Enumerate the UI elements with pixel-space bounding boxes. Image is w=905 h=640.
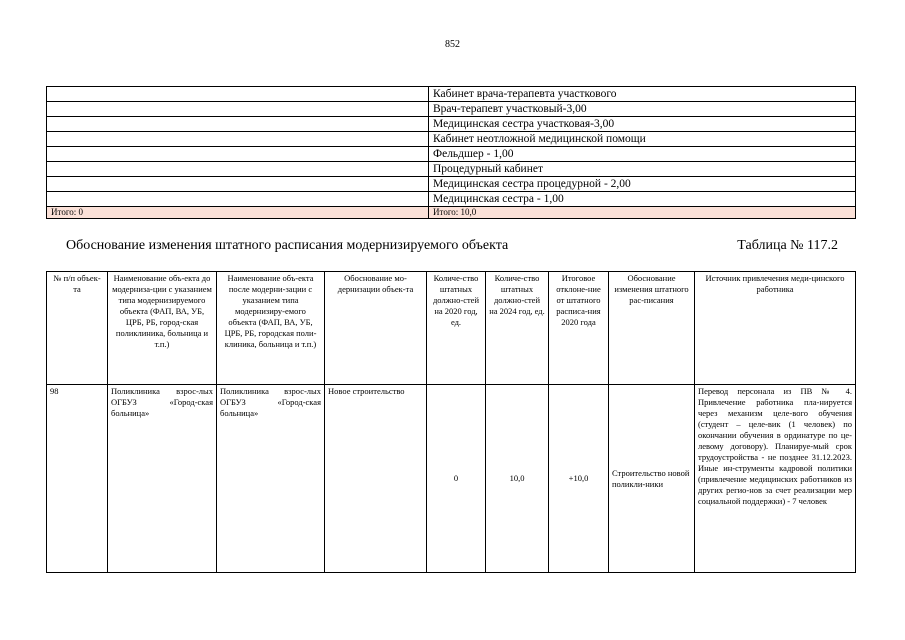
section-title: Обоснование изменения штатного расписания модернизируемого объекта <box>66 238 509 253</box>
header-staff-justification: Обоснование изменения штатного рас-писания <box>609 272 695 385</box>
table-row <box>47 162 856 177</box>
staff-item: Процедурный кабинет <box>429 162 856 177</box>
staff-item: Кабинет неотложной медицинской помощи <box>429 132 856 147</box>
cell-justification: Новое строительство <box>325 385 427 573</box>
staff-item: Врач-терапевт участковый-3,00 <box>429 102 856 117</box>
header-count-2020: Количе-ство штатных должно-стей на 2020 год, ед. <box>427 272 486 385</box>
header-source: Источник привлечения меди-цинского работника <box>695 272 856 385</box>
header-before: Наименование объ-екта до модерниза-ции с указанием типа модернизируемого объекта (ФАП, ВА, УБ, ЦРБ, РБ, город-ская поликлиника, больница и т.п.) <box>108 272 217 385</box>
total-left: Итого: 0 <box>47 207 429 219</box>
staff-item: Медицинская сестра процедурной - 2,00 <box>429 177 856 192</box>
cell-after: Поликлиника взрос-лых ОГБУЗ «Город-ская больница» <box>217 385 325 573</box>
header-after: Наименование объ-екта после модерни-зации с указанием типа модернизиру-емого объекта (ФАП, ВА, УБ, ЦРБ, РБ, городская поли-клиника, больница и т.п.) <box>217 272 325 385</box>
table-row <box>47 132 856 147</box>
cell-source: Перевод персонала из ПВ № 4. Привлечение работника пла-нируется через механизм целе-вого обучения (студент – целе-вик (1 человек) по окончании обучения в ординатуре по це-левому договору). Планируе-мый срок трудоустройства - не позднее 31.12.2023. Иные ин-струменты кадровой политики (привлечение медицинских работников из других регио-нов за счет реализации мер социальной поддержки) - 7 человек <box>695 385 856 573</box>
total-right: Итого: 10,0 <box>429 207 856 219</box>
header-justification: Обоснование мо-дернизации объек-та <box>325 272 427 385</box>
staff-item: Медицинская сестра - 1,00 <box>429 192 856 207</box>
cell-count-2020: 0 <box>427 385 486 573</box>
table-row <box>47 385 856 573</box>
table-row <box>47 177 856 192</box>
table-row <box>47 192 856 207</box>
table-label: Таблица № 117.2 <box>737 238 838 253</box>
table-row <box>47 147 856 162</box>
header-num: № п/п объек-та <box>47 272 108 385</box>
header-count-2024: Количе-ство штатных должно-стей на 2024 год, ед. <box>486 272 549 385</box>
staff-item: Медицинская сестра участковая-3,00 <box>429 117 856 132</box>
cell-deviation: +10,0 <box>549 385 609 573</box>
header-deviation: Итоговое отклоне-ние от штатного расписа-ния 2020 года <box>549 272 609 385</box>
staff-list-table <box>46 86 856 219</box>
cell-num: 98 <box>47 385 108 573</box>
page-number: 852 <box>445 39 460 50</box>
table-row <box>47 117 856 132</box>
table-row <box>47 102 856 117</box>
table-row <box>47 87 856 102</box>
cell-staff-justification: Строительство новой поликли-ники <box>609 385 695 573</box>
cell-count-2024: 10,0 <box>486 385 549 573</box>
header-row <box>47 272 856 385</box>
justification-table <box>46 271 856 573</box>
total-row <box>47 207 856 219</box>
staff-item: Фельдшер - 1,00 <box>429 147 856 162</box>
staff-item: Кабинет врача-терапевта участкового <box>429 87 856 102</box>
cell-before: Поликлиника взрос-лых ОГБУЗ «Город-ская больница» <box>108 385 217 573</box>
